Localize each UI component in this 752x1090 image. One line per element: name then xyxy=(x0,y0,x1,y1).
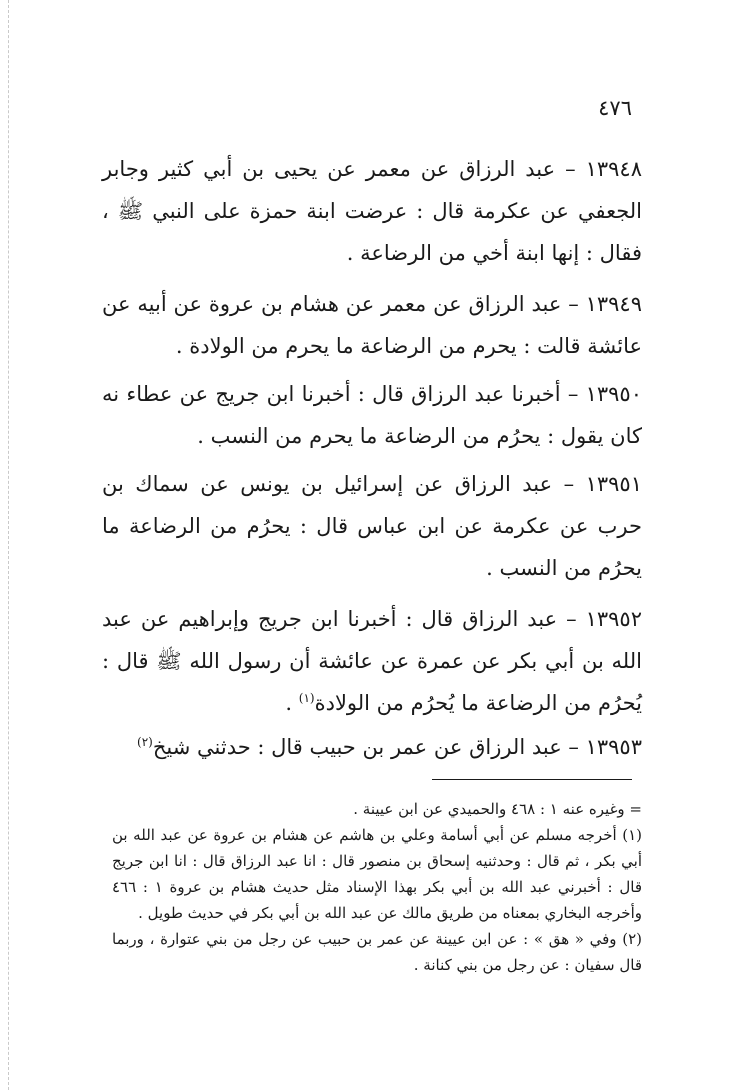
footnote-divider xyxy=(432,779,632,780)
hadith-13948 xyxy=(102,148,642,274)
footnote-continuation: = وغيره عنه ١ : ٤٦٨ والحميدي عن ابن عيينة . xyxy=(353,800,642,818)
hadith-13953 xyxy=(102,726,642,768)
hadith-13952 xyxy=(102,598,642,724)
hadith-13950 xyxy=(102,373,642,457)
footnote-2: (٢) وفي « هق » : عن ابن عيينة عن عمر بن حبيب عن رجل من بني عتوارة ، وربما قال سفيان : عن رجل من بني كنانة . xyxy=(112,930,642,974)
hadith-13949 xyxy=(102,283,642,367)
footnote-1: (١) أخرجه مسلم عن أبي أسامة وعلي بن هاشم عن هشام بن عروة عن عبد الله بن أبي بكر ، ثم قال : وحدثنيه إسحاق بن منصور قال : انا عبد الرزاق قال : انا ابن جريج قال : أخبرني عبد الله بن أبي بكر بهذا الإسناد مثل حديث هشام بن عروة ١ : ٤٦٦ وأخرجه البخاري بمعناه من طريق مالك عن عبد الله بن أبي بكر في حديث طويل . xyxy=(112,826,642,922)
page-number: ٤٧٦ xyxy=(598,96,632,120)
hadith-text: ١٣٩٥٠ – أخبرنا عبد الرزاق قال : أخبرنا ابن جريج عن عطاء نه كان يقول : يحرُم من الرضاعة ما يحرم من النسب . xyxy=(102,382,642,448)
hadith-text: ١٣٩٥١ – عبد الرزاق عن إسرائيل بن يونس عن سماك بن حرب عن عكرمة عن ابن عباس قال : يحرُم من الرضاعة ما يحرُم من النسب . xyxy=(102,472,642,580)
hadith-text: ١٣٩٥٢ – عبد الرزاق قال : أخبرنا ابن جريج وإبراهيم عن عبد الله بن أبي بكر عن عمرة عن عائشة أن رسول الله ﷺ قال : يُحرُم من الرضاعة ما يُحرُم من الولادة xyxy=(102,607,642,715)
footnotes xyxy=(112,796,642,978)
hadith-text: ١٣٩٥٣ – عبد الرزاق عن عمر بن حبيب قال : حدثني شيخ xyxy=(152,735,642,759)
footnote-ref-1: (١) xyxy=(298,691,315,705)
hadith-text: ١٣٩٤٩ – عبد الرزاق عن معمر عن هشام بن عروة عن أبيه عن عائشة قالت : يحرم من الرضاعة ما يحرم من الولادة . xyxy=(102,292,642,358)
footnote-ref-2: (٢) xyxy=(137,735,153,749)
hadith-13951 xyxy=(102,463,642,589)
hadith-text: ١٣٩٤٨ – عبد الرزاق عن معمر عن يحيى بن أبي كثير وجابر الجعفي عن عكرمة قال : عرضت ابنة حمزة على النبي ﷺ ، فقال : إنها ابنة أخي من الرضاعة . xyxy=(102,157,642,265)
hadith-end: . xyxy=(285,691,299,715)
